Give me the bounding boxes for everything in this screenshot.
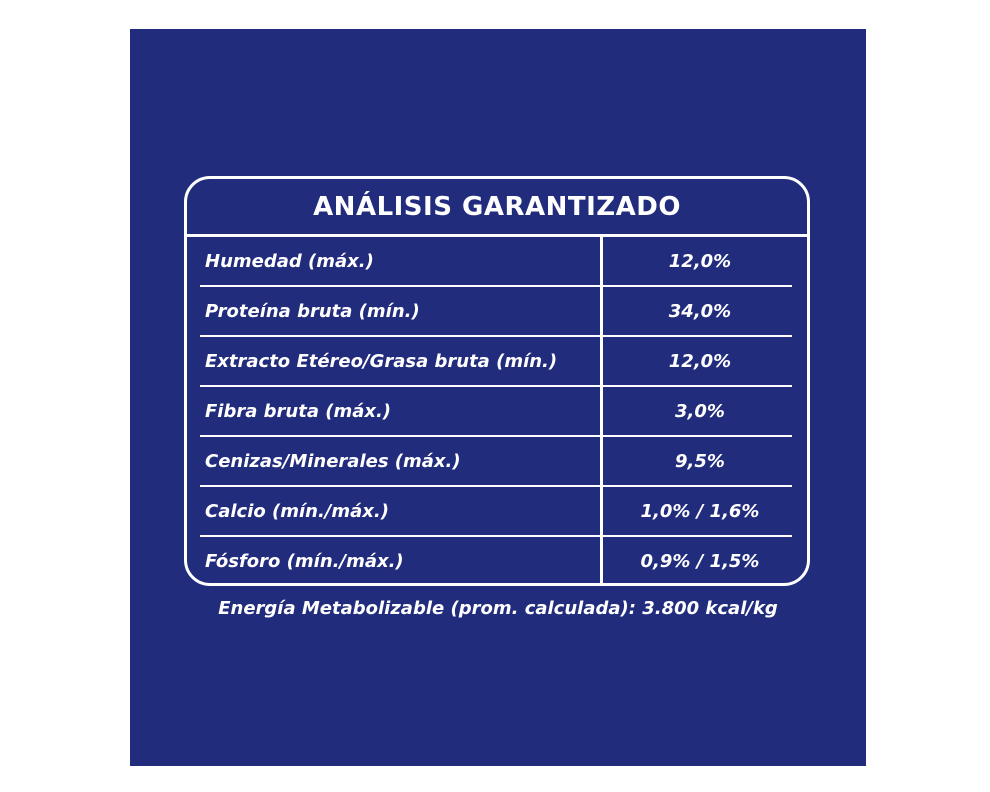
table-rows [187,237,807,587]
row-value: 12,0% [668,351,732,372]
row-label: Fósforo (mín./máx.) [205,551,404,572]
table-row [187,537,807,587]
row-label: Humedad (máx.) [205,251,374,272]
row-value: 1,0% / 1,6% [640,501,760,522]
row-value: 3,0% [675,401,725,422]
table-row [187,337,807,387]
row-value: 34,0% [668,301,732,322]
row-label: Calcio (mín./máx.) [205,501,389,522]
table-row [187,487,807,537]
table-title: ANÁLISIS GARANTIZADO [313,192,681,222]
table-row [187,387,807,437]
row-label: Cenizas/Minerales (máx.) [205,451,461,472]
row-value: 9,5% [675,451,725,472]
row-label: Extracto Etéreo/Grasa bruta (mín.) [205,351,558,372]
energy-footnote: Energía Metabolizable (prom. calculada): 3.800 kcal/kg [218,598,778,619]
row-value: 12,0% [668,251,732,272]
analysis-table [184,176,810,586]
row-label: Proteína bruta (mín.) [205,301,420,322]
label-panel [130,29,866,766]
table-row [187,287,807,337]
row-value: 0,9% / 1,5% [640,551,760,572]
table-row [187,237,807,287]
table-row [187,437,807,487]
row-label: Fibra bruta (máx.) [205,401,392,422]
